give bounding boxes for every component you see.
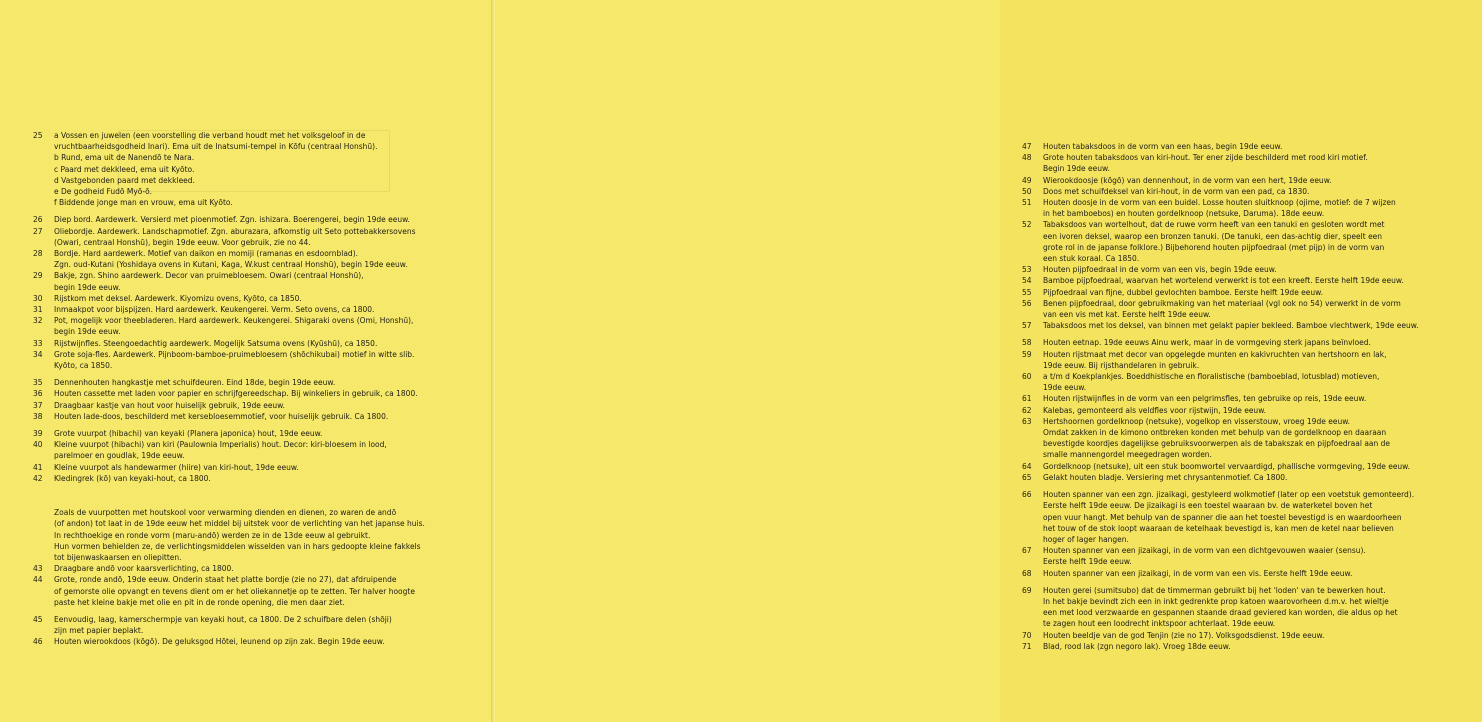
entry-number [1022, 253, 1043, 264]
entry-text: Draagbare andō voor kaarsverlichting, ca 1800. [54, 564, 234, 574]
catalogue-line [1022, 231, 1482, 242]
catalogue-line [1022, 393, 1482, 404]
entry-number: 70 [1022, 630, 1032, 640]
entry-text: Kledingrek (kō) van keyaki-hout, ca 1800. [54, 473, 211, 483]
entry-number: 62 [1022, 405, 1032, 415]
entry-number [33, 186, 54, 197]
entry-text: Rijstkom met deksel. Aardewerk. Kiyomizu ovens, Kyōto, ca 1850. [54, 293, 302, 303]
entry-number: 46 [33, 637, 43, 647]
catalogue-line [33, 462, 483, 473]
catalogue-line [33, 563, 483, 574]
right-page [495, 0, 1419, 722]
entry-number [1022, 242, 1043, 253]
catalogue-line [33, 360, 483, 371]
entry-number [1022, 427, 1043, 438]
entry-text: Houten spanner van een jizaikagi, in de vorm van een dichtgevouwen waaier (sensu). [1043, 546, 1366, 556]
entry-text: Kleine vuurpot als handewarmer (hiire) van kiri-hout, 19de eeuw. [54, 462, 299, 472]
catalogue-line [1022, 197, 1482, 208]
entry-number: 32 [33, 316, 43, 326]
catalogue-line [1022, 472, 1482, 483]
catalogue-line [1022, 320, 1482, 331]
entry-number: 33 [33, 338, 43, 348]
entry-text: in het bamboebos) en houten gordelknoop (netsuke, Daruma). 18de eeuw. [1043, 209, 1325, 219]
entry-number: 47 [1022, 142, 1032, 151]
entry-text: Oliebordje. Aardewerk. Landschapmotief. Zgn. aburazara, afkomstig uit Seto pottebakkersovens [54, 226, 416, 236]
entry-text: In het bakje bevindt zich een in inkt gedrenkte prop katoen waarovorheen d.m.v. het wieltje [1043, 596, 1389, 606]
entry-text: Rijstwijnfles. Steengoedachtig aardewerk. Mogelijk Satsuma ovens (Kyūshū), ca 1850. [54, 338, 378, 348]
catalogue-line [33, 186, 483, 197]
entry-number [1022, 607, 1043, 618]
block-spacer [33, 484, 483, 507]
entry-number [33, 552, 54, 563]
entry-number [33, 326, 54, 337]
entry-text: bevestigde koordjes dagelijkse gebruiksvoorwerpen als de tabakszak en pijpfoedraal aan de [1043, 439, 1391, 449]
entry-text: Houten wierookdoos (kōgō). De geluksgod Hōtei, leunend op zijn zak. Begin 19de eeuw. [54, 637, 385, 647]
entry-text: Begin 19de eeuw. [1043, 164, 1110, 174]
entry-number [33, 259, 54, 270]
entry-text: Kleine vuurpot (hibachi) van kiri (Paulownia Imperialis) hout. Decor: kiri-bloesem in lood, [54, 440, 387, 450]
entry-text: Houten spanner van een jizaikagi, in de vorm van een vis. Eerste helft 19de eeuw. [1043, 568, 1353, 578]
entry-text: a Vossen en juwelen (een voorstelling die verband houdt met het volksgeloof in de [54, 131, 366, 140]
entry-number [33, 141, 54, 152]
entry-text: Houten tabaksdoos in de vorm van een haas, begin 19de eeuw. [1043, 142, 1283, 151]
entry-text: Houten eetnap. 19de eeuws Ainu werk, maar in de vormgeving sterk japans beïnvloed. [1043, 338, 1371, 348]
catalogue-line [33, 304, 483, 315]
entry-text: c Paard met dekkleed, ema uit Kyōto. [54, 164, 195, 174]
entry-text: a t/m d Koekplankjes. Boeddhistische en floralistische (bamboeblad, lotusblad) motieven, [1043, 372, 1380, 382]
entry-number: 59 [1022, 349, 1032, 359]
entry-number [1022, 438, 1043, 449]
catalogue-line [33, 248, 483, 259]
entry-number [33, 360, 54, 371]
entry-number [33, 450, 54, 461]
catalogue-line [33, 597, 483, 608]
entry-text: 19de eeuw. Bij rijsthandelaren in gebruik. [1043, 360, 1200, 370]
catalogue-line [1022, 208, 1482, 219]
entry-text: een ivoren deksel, waarop een bronzen tanuki. (De tanuki, een das-achtig dier, speelt een [1043, 231, 1383, 241]
entry-number [33, 507, 54, 518]
catalogue-line [1022, 287, 1482, 298]
catalogue-line [33, 237, 483, 248]
entry-number: 40 [33, 440, 43, 450]
entry-number [1022, 382, 1043, 393]
entry-number: 25 [33, 131, 43, 140]
catalogue-line [1022, 253, 1482, 264]
entry-text: Kyōto, ca 1850. [54, 361, 113, 371]
entry-text: parelmoer en goudlak, 19de eeuw. [54, 451, 185, 461]
catalogue-line [33, 473, 483, 484]
entry-text: Houten pijpfoedraal in de vorm van een vis, begin 19de eeuw. [1043, 265, 1277, 275]
entry-text: Diep bord. Aardewerk. Versierd met pioenmotief. Zgn. ishizara. Boerengerei, begin 19de eeuw. [54, 215, 410, 225]
entry-number [33, 530, 54, 541]
catalogue-line [33, 428, 483, 439]
entry-number [33, 625, 54, 636]
entry-text: 19de eeuw. [1043, 383, 1087, 393]
catalogue-line [1022, 298, 1482, 309]
catalogue-line [33, 270, 483, 281]
left-catalogue-list [33, 130, 483, 648]
catalogue-line [33, 530, 483, 541]
entry-number [1022, 449, 1043, 460]
catalogue-line [33, 574, 483, 585]
entry-number: 58 [1022, 338, 1032, 348]
entry-text: Gelakt houten bladje. Versiering met chrysantenmotief. Ca 1800. [1043, 472, 1288, 482]
entry-text: Houten gerei (sumitsubo) dat de timmerman gebruikt bij het 'loden' van te bewerken hout. [1043, 585, 1386, 595]
entry-number [33, 597, 54, 608]
entry-text: b Rund, ema uit de Nanendō te Nara. [54, 153, 195, 163]
entry-text: een stuk koraal. Ca 1850. [1043, 254, 1140, 264]
entry-number: 28 [33, 249, 43, 259]
catalogue-line [1022, 349, 1482, 360]
entry-text: het touw of de stok loopt waaraan de ketelhaak bevestigd is, kan men de ketel naar believen [1043, 523, 1394, 533]
entry-number [1022, 596, 1043, 607]
catalogue-line [1022, 371, 1482, 382]
entry-text: Houten beeldje van de god Tenjin (zie no 17). Volksgodsdienst. 19de eeuw. [1043, 630, 1325, 640]
catalogue-line [33, 636, 483, 647]
entry-text: Houten rijstmaat met decor van opgelegde munten en kakivruchten van hertshoorn en lak, [1043, 349, 1387, 359]
entry-text: Eenvoudig, laag, kamerschermpje van keyaki hout, ca 1800. De 2 schuifbare delen (shōji) [54, 614, 392, 624]
catalogue-line [33, 507, 483, 518]
entry-number [1022, 360, 1043, 371]
catalogue-line [33, 411, 483, 422]
catalogue-line [1022, 641, 1482, 652]
entry-text: Tabaksdoos met los deksel, van binnen met gelakt papier bekleed. Bamboe vlechtwerk, 19de eeuw. [1043, 321, 1419, 331]
catalogue-line [33, 400, 483, 411]
entry-text: (of andon) tot laat in de 19de eeuw het middel bij uitstek voor de verlichting van het japanse huis. [54, 519, 425, 529]
entry-text: vruchtbaarheidsgodheid Inari). Ema uit de Inatsumi-tempel in Kōfu (centraal Honshū). [54, 142, 378, 152]
entry-text: Dennenhouten hangkastje met schuifdeuren. Eind 18de, begin 19de eeuw. [54, 378, 336, 388]
entry-number [1022, 163, 1043, 174]
entry-number [33, 152, 54, 163]
entry-number [33, 541, 54, 552]
catalogue-line [33, 293, 483, 304]
catalogue-line [1022, 275, 1482, 286]
entry-text: Houten doosje in de vorm van een buidel. Losse houten sluitknoop (ojime, motief: de 7 wijzen [1043, 198, 1396, 208]
catalogue-line [33, 214, 483, 225]
entry-number: 39 [33, 429, 43, 439]
catalogue-line [1022, 405, 1482, 416]
entry-text: paste het kleine bakje met olie en pit in de ronde opening, die men daar ziet. [54, 597, 345, 607]
entry-text: Zoals de vuurpotten met houtskool voor verwarming dienden en dienen, zo waren de andō [54, 508, 397, 518]
catalogue-line [1022, 337, 1482, 348]
catalogue-line [1022, 489, 1482, 500]
entry-text: begin 19de eeuw. [54, 327, 121, 337]
entry-text: Pot, mogelijk voor theebladeren. Hard aardewerk. Keukengerei. Shigaraki ovens (Omi, Honshū), [54, 316, 414, 326]
catalogue-line [1022, 630, 1482, 641]
catalogue-line [33, 141, 483, 152]
entry-number: 66 [1022, 490, 1032, 500]
entry-number [1022, 231, 1043, 242]
entry-number: 41 [33, 462, 43, 472]
entry-text: een met lood verzwaarde en gespannen staande draad geviered kan worden, die aldus op het [1043, 608, 1398, 618]
entry-number: 53 [1022, 265, 1032, 275]
entry-number: 38 [33, 411, 43, 421]
entry-number [33, 164, 54, 175]
entry-number: 42 [33, 473, 43, 483]
entry-text: Inmaakpot voor bijspijzen. Hard aardewerk. Keukengerei. Verm. Seto ovens, ca 1800. [54, 305, 375, 315]
entry-text: Zgn. oud-Kutani (Yoshidaya ovens in Kutani, Kaga, W.kust centraal Honshū), begin 19de eeuw. [54, 260, 408, 270]
entry-text: Grote vuurpot (hibachi) van keyaki (Planera japonica) hout, 19de eeuw. [54, 429, 323, 439]
entry-text: Houten rijstwijnfles in de vorm van een pelgrimsfles, ten gebruike op reis, 19de eeuw. [1043, 394, 1367, 404]
entry-number: 68 [1022, 568, 1032, 578]
entry-number: 43 [33, 564, 43, 574]
catalogue-line [33, 226, 483, 237]
entry-number [1022, 512, 1043, 523]
catalogue-line [1022, 427, 1482, 438]
catalogue-line [1022, 264, 1482, 275]
entry-number: 45 [33, 614, 43, 624]
catalogue-line [1022, 219, 1482, 230]
catalogue-line [1022, 568, 1482, 579]
entry-text: Bamboe pijpfoedraal, waarvan het wortelend verwerkt is tot een kreeft. Eerste helft 19de eeuw. [1043, 276, 1404, 286]
entry-text: Gordelknoop (netsuke), uit een stuk boomwortel vervaardigd, phallische vormgeving, 19de eeuw. [1043, 461, 1411, 471]
entry-text: open vuur hangt. Met behulp van de spanner die aan het toestel bevestigd is en waardoorheen [1043, 512, 1402, 522]
catalogue-line [1022, 416, 1482, 427]
entry-text: Hun vormen behielden ze, de verlichtingsmiddelen wisselden van in hars gedoopte kleine fakkels [54, 541, 421, 551]
entry-number [1022, 309, 1043, 320]
entry-text: Draagbaar kastje van hout voor huiselijk gebruik, 19de eeuw. [54, 400, 286, 410]
catalogue-line [33, 282, 483, 293]
entry-number: 71 [1022, 641, 1032, 651]
entry-text: Benen pijpfoedraal, door gebruikmaking van het materiaal (vgl ook no 54) verwerkt in de vorm [1043, 298, 1401, 308]
catalogue-line [1022, 534, 1482, 545]
catalogue-line [33, 349, 483, 360]
catalogue-line [33, 164, 483, 175]
right-catalogue-list [1022, 141, 1482, 652]
catalogue-line [1022, 500, 1482, 511]
entry-text: Eerste helft 19de eeuw. [1043, 557, 1132, 567]
entry-text: Grote soja-fles. Aardewerk. Pijnboom-bamboe-pruimebloesem (shōchikubai) motief in witte slib. [54, 349, 415, 359]
entry-text: Houten lade-doos, beschilderd met kersebloesemmotief, voor huiselijk gebruik. Ca 1800. [54, 411, 389, 421]
entry-text: e De godheid Fudō Myō-ō. [54, 187, 153, 197]
entry-text: Grote houten tabaksdoos van kiri-hout. Ter ener zijde beschilderd met rood kiri motief. [1043, 153, 1368, 163]
catalogue-line [33, 175, 483, 186]
catalogue-line [33, 614, 483, 625]
entry-text: Kalebas, gemonteerd als veldfles voor rijstwijn, 19de eeuw. [1043, 405, 1267, 415]
catalogue-line [33, 586, 483, 597]
entry-number: 55 [1022, 287, 1032, 297]
entry-text: smalle mannengordel meegedragen worden. [1043, 450, 1212, 460]
entry-text: d Vastgebonden paard met dekkleed. [54, 175, 195, 185]
entry-text: zijn met papier beplakt. [54, 626, 144, 636]
catalogue-line [33, 541, 483, 552]
catalogue-line [33, 152, 483, 163]
entry-number [1022, 523, 1043, 534]
entry-number: 63 [1022, 416, 1032, 426]
catalogue-line [33, 315, 483, 326]
entry-number: 36 [33, 389, 43, 399]
entry-number: 67 [1022, 546, 1032, 556]
entry-number: 27 [33, 226, 43, 236]
entry-text: In rechthoekige en ronde vorm (maru-andō) werden ze in de 13de eeuw al gebruikt. [54, 530, 371, 540]
entry-text: f Biddende jonge man en vrouw, ema uit Kyōto. [54, 198, 233, 208]
entry-text: (Owari, centraal Honshū), begin 19de eeuw. Voor gebruik, zie no 44. [54, 237, 311, 247]
entry-text: Bordje. Hard aardewerk. Motief van daikon en momiji (ramanas en esdoornblad). [54, 249, 359, 259]
entry-text: te zagen hout een loodrecht inktspoor achterlaat. 19de eeuw. [1043, 619, 1276, 629]
catalogue-line [1022, 309, 1482, 320]
entry-number: 31 [33, 305, 43, 315]
catalogue-line [33, 552, 483, 563]
catalogue-line [1022, 596, 1482, 607]
entry-number [1022, 618, 1043, 629]
entry-number [1022, 534, 1043, 545]
entry-number: 64 [1022, 461, 1032, 471]
entry-number: 50 [1022, 186, 1032, 196]
catalogue-line [1022, 585, 1482, 596]
entry-text: tot bijenwaskaarsen en oliepitten. [54, 552, 182, 562]
catalogue-line [1022, 242, 1482, 253]
catalogue-line [33, 326, 483, 337]
catalogue-line [1022, 449, 1482, 460]
entry-text: Wierookdoosje (kōgō) van dennenhout, in de vorm van een hert, 19de eeuw. [1043, 175, 1332, 185]
catalogue-line [33, 625, 483, 636]
entry-number: 48 [1022, 153, 1032, 163]
entry-number: 29 [33, 271, 43, 281]
entry-number [33, 197, 54, 208]
catalogue-line [1022, 607, 1482, 618]
entry-number: 26 [33, 215, 43, 225]
entry-text: Eerste helft 19de eeuw. De jizaikagi is een toestel waaraan bv. de waterketel boven het [1043, 501, 1373, 511]
entry-number: 61 [1022, 394, 1032, 404]
catalogue-line [33, 518, 483, 529]
entry-number: 34 [33, 349, 43, 359]
entry-number: 44 [33, 575, 43, 585]
entry-text: van een vis met kat. Eerste helft 19de eeuw. [1043, 310, 1211, 320]
entry-number: 37 [33, 400, 43, 410]
entry-number: 60 [1022, 372, 1032, 382]
entry-number: 35 [33, 378, 43, 388]
entry-text: begin 19de eeuw. [54, 282, 121, 292]
catalogue-line [33, 259, 483, 270]
entry-text: Pijpfoedraal van fijne, dubbel gevlochten bamboe. Eerste helft 19de eeuw. [1043, 287, 1323, 297]
catalogue-line [1022, 556, 1482, 567]
entry-text: Hertshoornen gordelknoop (netsuke), vogelkop en visserstouw, vroeg 19de eeuw. [1043, 416, 1351, 426]
entry-number [33, 175, 54, 186]
entry-text: Omdat zakken in de kimono ontbreken konden met behulp van de gordelknoop en daaraan [1043, 428, 1387, 438]
catalogue-line [1022, 175, 1482, 186]
catalogue-line [33, 450, 483, 461]
entry-number [1022, 500, 1043, 511]
catalogue-line [33, 130, 483, 141]
entry-text: Doos met schuifdeksel van kiri-hout, in de vorm van een pad, ca 1830. [1043, 186, 1310, 196]
catalogue-line [1022, 618, 1482, 629]
entry-number: 52 [1022, 220, 1032, 230]
entry-number: 65 [1022, 472, 1032, 482]
catalogue-line [33, 197, 483, 208]
catalogue-line [33, 338, 483, 349]
catalogue-line [1022, 545, 1482, 556]
catalogue-line [33, 388, 483, 399]
catalogue-line [1022, 438, 1482, 449]
catalogue-line [1022, 360, 1482, 371]
catalogue-line [1022, 186, 1482, 197]
catalogue-line [33, 377, 483, 388]
left-page [0, 0, 492, 722]
catalogue-line [1022, 523, 1482, 534]
entry-number [1022, 556, 1043, 567]
catalogue-line [1022, 163, 1482, 174]
catalogue-line [1022, 461, 1482, 472]
catalogue-line [1022, 141, 1482, 152]
entry-number: 49 [1022, 175, 1032, 185]
entry-number: 51 [1022, 198, 1032, 208]
catalogue-line [1022, 512, 1482, 523]
entry-text: Blad, rood lak (zgn negoro lak). Vroeg 18de eeuw. [1043, 641, 1231, 651]
entry-number: 57 [1022, 321, 1032, 331]
entry-number [33, 586, 54, 597]
entry-number [33, 282, 54, 293]
entry-number: 69 [1022, 585, 1032, 595]
entry-number: 30 [33, 293, 43, 303]
entry-text: grote rol in de japanse folklore.) Bijbehorend houten pijpfoedraal (met pijp) in de vorm van [1043, 242, 1385, 252]
entry-number: 54 [1022, 276, 1032, 286]
entry-text: Grote, ronde andō, 19de eeuw. Onderin staat het platte bordje (zie no 27), dat afdruipende [54, 575, 397, 585]
entry-text: Houten cassette met laden voor papier en schrijfgereedschap. Bij winkeliers in gebruik, ca 1800. [54, 389, 418, 399]
entry-number: 56 [1022, 298, 1032, 308]
entry-text: Houten spanner van een zgn. jizaikagi, gestyleerd wolkmotief (later op een voetstuk gemonteerd). [1043, 490, 1415, 500]
entry-number [1022, 208, 1043, 219]
catalogue-line [33, 439, 483, 450]
entry-text: Bakje, zgn. Shino aardewerk. Decor van pruimebloesem. Owari (centraal Honshū), [54, 271, 364, 281]
catalogue-line [1022, 382, 1482, 393]
entry-text: Tabaksdoos van wortelhout, dat de ruwe vorm heeft van een tanuki en gesloten wordt met [1043, 220, 1385, 230]
entry-number [33, 237, 54, 248]
entry-text: hoger of lager hangen. [1043, 534, 1129, 544]
catalogue-line [1022, 152, 1482, 163]
entry-text: of gemorste olie opvangt en tevens dient om er het oliekannetje op te zetten. Ter halver hoogte [54, 586, 415, 596]
entry-number [33, 518, 54, 529]
